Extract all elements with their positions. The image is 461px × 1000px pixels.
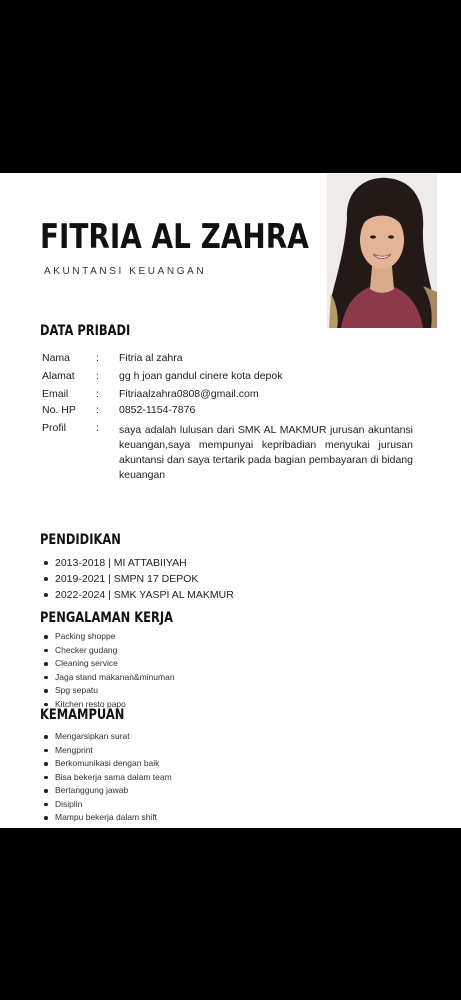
row-value: 0852-1154-7876 bbox=[119, 404, 196, 416]
row-value: Fitriaalzahra0808@gmail.com bbox=[119, 388, 259, 400]
list-item: Mengarsipkan surat bbox=[40, 730, 172, 744]
row-colon: : bbox=[96, 370, 99, 382]
list-item: Jaga stand makanan&minuman bbox=[40, 671, 175, 685]
row-value: gg h joan gandul cinere kota depok bbox=[119, 370, 283, 382]
list-item: Cleaning service bbox=[40, 657, 175, 671]
cv-role: AKUNTANSI KEUANGAN bbox=[44, 266, 207, 277]
list-item: Bisa bekerja sama dalam team bbox=[40, 771, 172, 785]
list-item: Checker gudang bbox=[40, 644, 175, 658]
skills-title: KEMAMPUAN bbox=[40, 707, 125, 723]
row-label: Profil bbox=[42, 422, 66, 434]
list-item: Kitchen resto papo bbox=[40, 698, 175, 712]
list-item: Spg sepatu bbox=[40, 684, 175, 698]
list-item: Mampu bekerja dalam shift bbox=[40, 811, 172, 825]
list-item: Berkomunikasi dengan baik bbox=[40, 757, 172, 771]
experience-list bbox=[40, 630, 175, 711]
personal-data-title: DATA PRIBADI bbox=[40, 323, 131, 339]
row-label: No. HP bbox=[42, 404, 76, 416]
row-label: Email bbox=[42, 388, 69, 400]
row-colon: : bbox=[96, 388, 99, 400]
row-colon: : bbox=[96, 422, 99, 434]
education-title: PENDIDIKAN bbox=[40, 532, 121, 548]
cv-name: FITRIA AL ZAHRA bbox=[40, 217, 309, 257]
row-value: Fitria al zahra bbox=[119, 352, 183, 364]
list-item: Disiplin bbox=[40, 798, 172, 812]
profile-photo bbox=[327, 174, 437, 328]
list-item: Bertanggung jawab bbox=[40, 784, 172, 798]
skills-list bbox=[40, 730, 172, 825]
list-item: 2019-2021 | SMPN 17 DEPOK bbox=[40, 571, 234, 587]
row-colon: : bbox=[96, 404, 99, 416]
profile-photo-image bbox=[327, 174, 437, 328]
list-item: Packing shoppe bbox=[40, 630, 175, 644]
row-label: Nama bbox=[42, 352, 71, 364]
education-list bbox=[40, 555, 234, 603]
list-item: Mengprint bbox=[40, 744, 172, 758]
list-item: 2013-2018 | MI ATTABIIYAH bbox=[40, 555, 234, 571]
experience-title: PENGALAMAN KERJA bbox=[40, 610, 174, 626]
cv-page bbox=[0, 173, 461, 828]
row-colon: : bbox=[96, 352, 99, 364]
profile-text: saya adalah lulusan dari SMK AL MAKMUR jurusan akuntansi keuangan,saya mempunyai kepribadian menyukai jurusan akuntansi dan saya tertarik pada bagian pembayaran di bidang keuangan bbox=[119, 424, 413, 481]
row-label: Alamat bbox=[42, 370, 75, 382]
list-item: 2022-2024 | SMK YASPI AL MAKMUR bbox=[40, 587, 234, 603]
